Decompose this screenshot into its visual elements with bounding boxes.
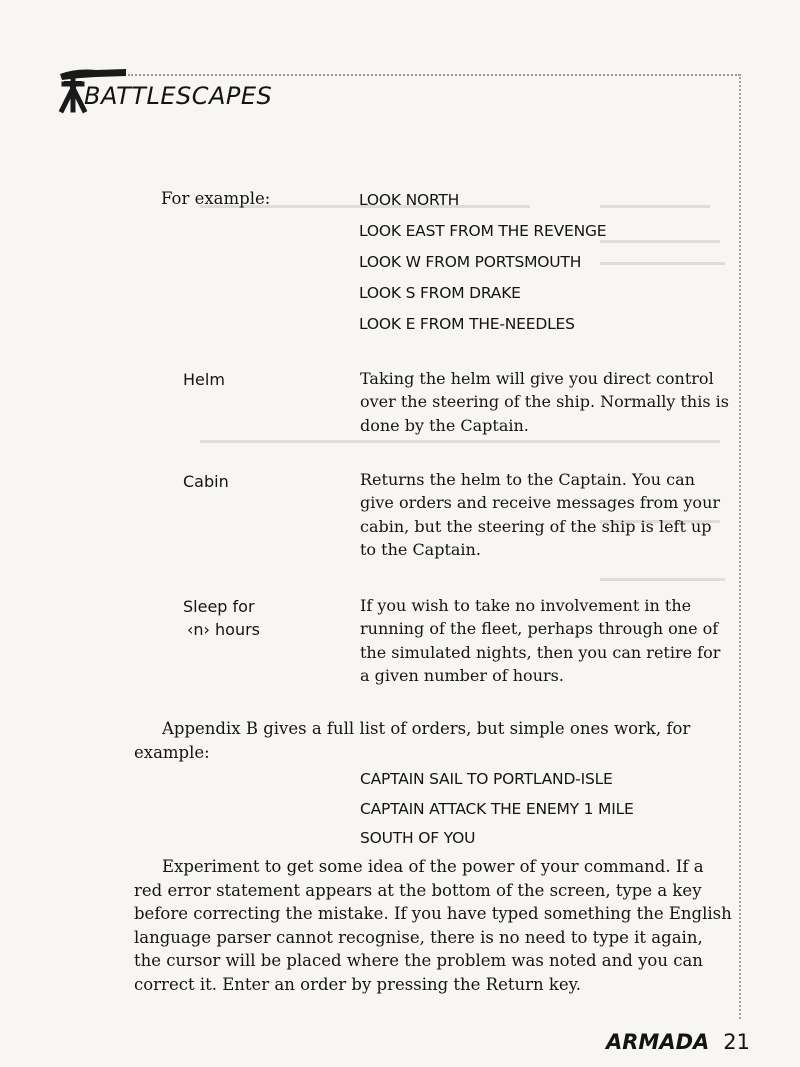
section-title: BATTLESCAPES <box>84 82 273 110</box>
page-edge-rule <box>739 74 741 1019</box>
example-command: LOOK S FROM DRAKE <box>359 284 521 302</box>
sleep-description: If you wish to take no involvement in the running of the fleet, perhaps through one of the simulated nights, then you can retire for a given number of hours. <box>360 596 721 685</box>
cabin-description: Returns the helm to the Captain. You can give orders and receive messages from your cabin, but the steering of the ship is left up to the Captain. <box>360 470 721 559</box>
page-footer <box>606 1030 750 1054</box>
example-command: LOOK NORTH <box>359 191 460 209</box>
header-rule <box>128 74 740 76</box>
appendix-command: CAPTAIN ATTACK THE ENEMY 1 MILE <box>360 799 634 818</box>
example-command-list <box>359 189 606 344</box>
term-sleep: Sleep for ‹n› hours <box>183 597 261 639</box>
appendix-command-list <box>360 768 634 857</box>
example-label: For example: <box>161 189 271 208</box>
term-cabin: Cabin <box>183 472 229 491</box>
page-number: 21 <box>723 1030 750 1054</box>
example-command: LOOK E FROM THE-NEEDLES <box>359 315 575 333</box>
example-command: LOOK W FROM PORTSMOUTH <box>359 253 582 271</box>
appendix-text: Appendix B gives a full list of orders, but simple ones work, for example: <box>134 719 691 762</box>
term-helm: Helm <box>183 370 225 389</box>
helm-description: Taking the helm will give you direct control over the steering of the ship. Normally this is done by the Captain. <box>360 369 729 435</box>
appendix-command: SOUTH OF YOU <box>360 829 476 847</box>
example-command: LOOK EAST FROM THE REVENGE <box>359 222 607 240</box>
appendix-command: CAPTAIN SAIL TO PORTLAND-ISLE <box>360 770 613 788</box>
body-paragraph: Experiment to get some idea of the power of your command. If a red error statement appears at the bottom of the screen, type a key before correcting the mistake. If you have typed something the English language parser cannot recognise, there is no need to type it again, the cursor will be placed where the problem was noted and you can correct it. Enter an order by pressing the Return key. <box>134 857 732 994</box>
footer-title: ARMADA <box>606 1030 710 1054</box>
